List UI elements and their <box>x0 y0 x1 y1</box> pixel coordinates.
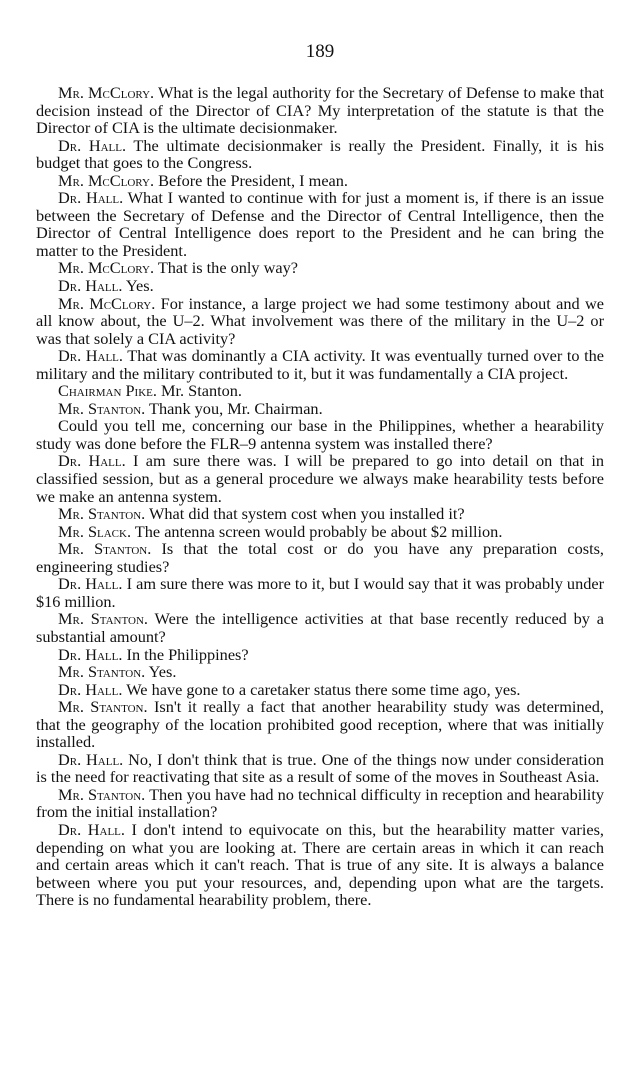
transcript-paragraph <box>36 751 604 786</box>
speaker-name: Mr. Stanton. <box>58 662 146 682</box>
speaker-name: Dr. Hall. <box>58 188 124 208</box>
paragraph-text: We have gone to a caretaker status there some time ago, yes. <box>122 679 521 699</box>
transcript-body <box>36 84 604 909</box>
transcript-paragraph <box>36 84 604 137</box>
transcript-paragraph <box>36 347 604 382</box>
paragraph-text: That was dominantly a CIA activity. It was eventually turned over to the military and the military contributed to it, but it was fundamentally a CIA project. <box>36 346 604 383</box>
paragraph-text: No, I don't think that is true. One of the things now under consideration is the need for reactivating that site as a result of some of the moves in Southeast Asia. <box>36 749 604 787</box>
transcript-paragraph <box>36 382 604 400</box>
transcript-paragraph <box>36 540 604 575</box>
transcript-paragraph <box>36 295 604 348</box>
transcript-paragraph <box>36 821 604 909</box>
transcript-paragraph <box>36 786 604 821</box>
paragraph-text: Yes. <box>122 276 154 296</box>
paragraph-text: Isn't it really a fact that another hearability study was determined, that the geography of the location prohibited good reception, where that was initially installed. <box>36 697 604 752</box>
speaker-name: Mr. McClory. <box>58 293 156 313</box>
paragraph-text: Is that the total cost or do you have any preparation costs, engineering studies? <box>36 539 604 576</box>
paragraph-text: Then you have had no technical difficulty in reception and hearability from the initial installation? <box>36 784 604 822</box>
paragraph-text: For instance, a large project we had some testimony about and we all know about, the U–2. What involvement was there of the military in the U–2 or was that solely a CIA activity? <box>36 293 604 348</box>
speaker-name: Mr. McClory. <box>58 170 155 190</box>
speaker-name: Chairman Pike. <box>58 381 157 401</box>
transcript-paragraph <box>36 189 604 259</box>
page-number: 189 <box>305 41 335 62</box>
paragraph-text: Could you tell me, concerning our base in the Philippines, whether a hearability study was done before the FLR–9 antenna system was installed there? <box>36 416 604 453</box>
paragraph-text: I am sure there was more to it, but I would say that it was probably under $16 million. <box>36 574 604 611</box>
transcript-paragraph <box>36 663 604 681</box>
paragraph-text: Were the intelligence activities at that base recently reduced by a substantial amount? <box>36 609 604 646</box>
transcript-paragraph <box>36 610 604 645</box>
paragraph-text: I am sure there was. I will be prepared to go into detail on that in classified session, but as a general procedure we always make hearability tests before we make an antenna system. <box>36 451 604 506</box>
transcript-paragraph <box>36 646 604 664</box>
speaker-name: Dr. Hall. <box>58 819 125 839</box>
transcript-paragraph <box>36 575 604 610</box>
transcript-paragraph <box>36 172 604 190</box>
transcript-paragraph <box>36 505 604 523</box>
transcript-paragraph <box>36 523 604 541</box>
speaker-name: Mr. Stanton. <box>58 784 146 804</box>
speaker-name: Dr. Hall. <box>58 451 126 471</box>
paragraph-text: What I wanted to continue with for just a moment is, if there is an issue between the Secretary of Defense and the Director of Central Intelligence, then the Director of Central Intelligence does report to the President and he can bring the matter to the President. <box>36 188 604 260</box>
paragraph-text: The ultimate decisionmaker is really the President. Finally, it is his budget that goes to the Congress. <box>36 135 604 173</box>
paragraph-text: I don't intend to equivocate on this, but the hearability matter varies, depending on what you are looking at. There are certain areas in which it can reach and certain areas which it can't reach. That is true of any site. It is always a balance between where you put your resources, and, depending upon what are the targets. There is no fundamental hearability problem, there. <box>36 819 604 910</box>
paragraph-text: Mr. Stanton. <box>156 381 242 401</box>
transcript-paragraph <box>36 277 604 295</box>
paragraph-text: Thank you, Mr. Chairman. <box>145 398 323 418</box>
speaker-name: Mr. Stanton. <box>58 697 148 717</box>
transcript-paragraph <box>36 452 604 505</box>
paragraph-text: The antenna screen would probably be about $2 million. <box>131 521 503 541</box>
speaker-name: Dr. Hall. <box>58 749 124 769</box>
transcript-paragraph <box>36 137 604 172</box>
speaker-name: Dr. Hall. <box>58 574 123 594</box>
transcript-paragraph <box>36 400 604 418</box>
speaker-name: Mr. Slack. <box>58 521 132 541</box>
transcript-paragraph <box>36 681 604 699</box>
speaker-name: Mr. Stanton. <box>58 609 148 629</box>
paragraph-text: In the Philippines? <box>122 644 249 664</box>
paragraph-text: What is the legal authority for the Secretary of Defense to make that decision instead of the Director of CIA? My interpretation of the statute is that the Director of CIA is the ultimate decisionmaker. <box>36 83 604 138</box>
speaker-name: Dr. Hall. <box>58 346 123 366</box>
paragraph-text: What did that system cost when you installed it? <box>145 504 465 524</box>
speaker-name: Dr. Hall. <box>58 679 123 699</box>
speaker-name: Mr. Stanton. <box>58 398 146 418</box>
speaker-name: Mr. Stanton. <box>58 539 152 559</box>
document-page <box>36 40 604 909</box>
speaker-name: Mr. McClory. <box>58 83 155 102</box>
paragraph-text: Yes. <box>145 662 177 682</box>
transcript-paragraph <box>36 698 604 751</box>
speaker-name: Mr. Stanton. <box>58 504 146 524</box>
transcript-paragraph <box>36 417 604 452</box>
speaker-name: Dr. Hall. <box>58 135 127 155</box>
transcript-paragraph <box>36 259 604 277</box>
speaker-name: Dr. Hall. <box>58 644 123 664</box>
speaker-name: Mr. McClory. <box>58 258 155 278</box>
speaker-name: Dr. Hall. <box>58 276 123 296</box>
paragraph-text: Before the President, I mean. <box>154 170 348 190</box>
paragraph-text: That is the only way? <box>154 258 298 278</box>
